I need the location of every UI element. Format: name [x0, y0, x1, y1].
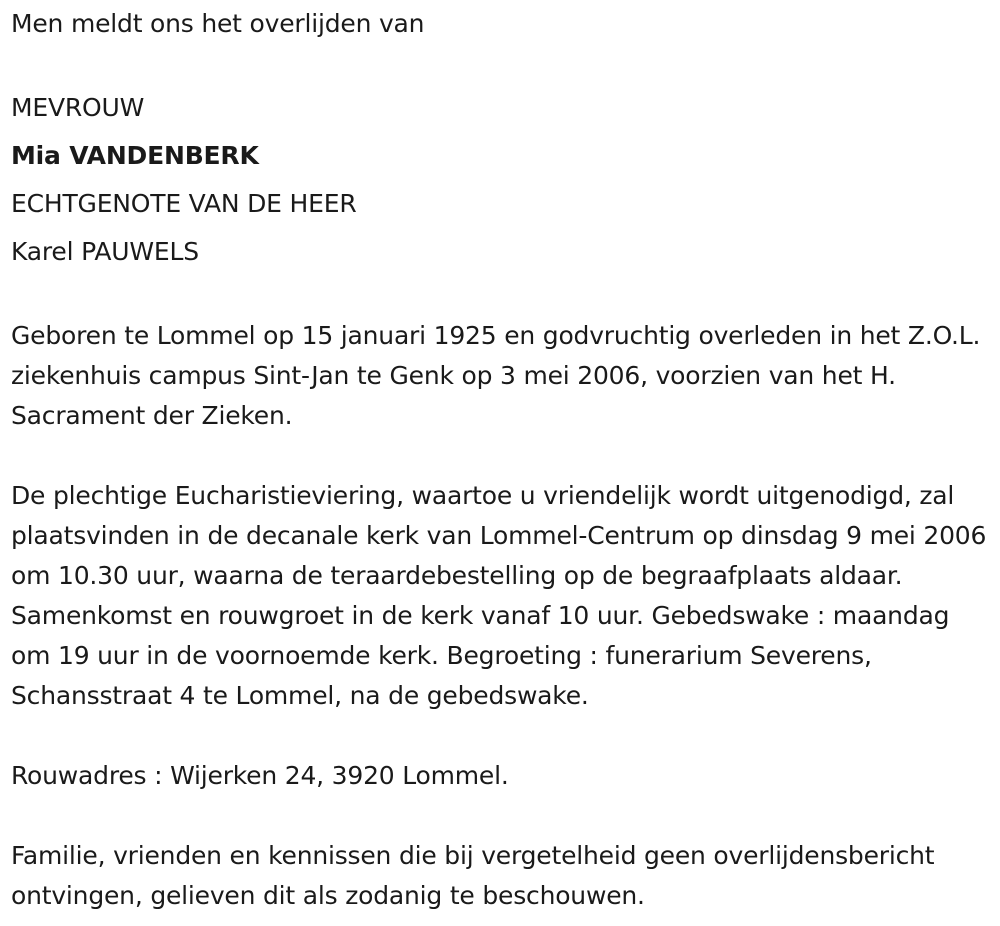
closing-paragraph: Familie, vrienden en kennissen die bij vergetelheid geen overlijdensbericht ontvingen, gelieven dit als zodanig te beschouwen. — [11, 841, 935, 910]
relation-line: ECHTGENOTE VAN DE HEER — [11, 189, 357, 218]
ceremony-paragraph: De plechtige Eucharistieviering, waartoe u vriendelijk wordt uitgenodigd, zal plaatsvinden in de decanale kerk van Lommel-Centrum op dinsdag 9 mei 2006 om 10.30 uur, waarna de teraardebestelling op de begraafplaats aldaar. Samenkomst en rouwgroet in de kerk vanaf 10 uur. Gebedswake : maandag om 19 uur in de voornoemde kerk. Begroeting : funerarium Severens, Schansstraat 4 te Lommel, na de gebedswake. — [11, 481, 987, 710]
address-paragraph: Rouwadres : Wijerken 24, 3920 Lommel. — [11, 761, 509, 790]
death-notice — [11, 4, 996, 916]
intro-text: Men meldt ons het overlijden van — [11, 9, 425, 38]
spouse-name: Karel PAUWELS — [11, 237, 199, 266]
birth-death-paragraph: Geboren te Lommel op 15 januari 1925 en godvruchtig overleden in het Z.O.L. ziekenhuis campus Sint-Jan te Genk op 3 mei 2006, voorzien van het H. Sacrament der Zieken. — [11, 321, 981, 430]
deceased-block — [11, 84, 996, 276]
deceased-name: Mia VANDENBERK — [11, 141, 259, 170]
title-line: MEVROUW — [11, 93, 145, 122]
